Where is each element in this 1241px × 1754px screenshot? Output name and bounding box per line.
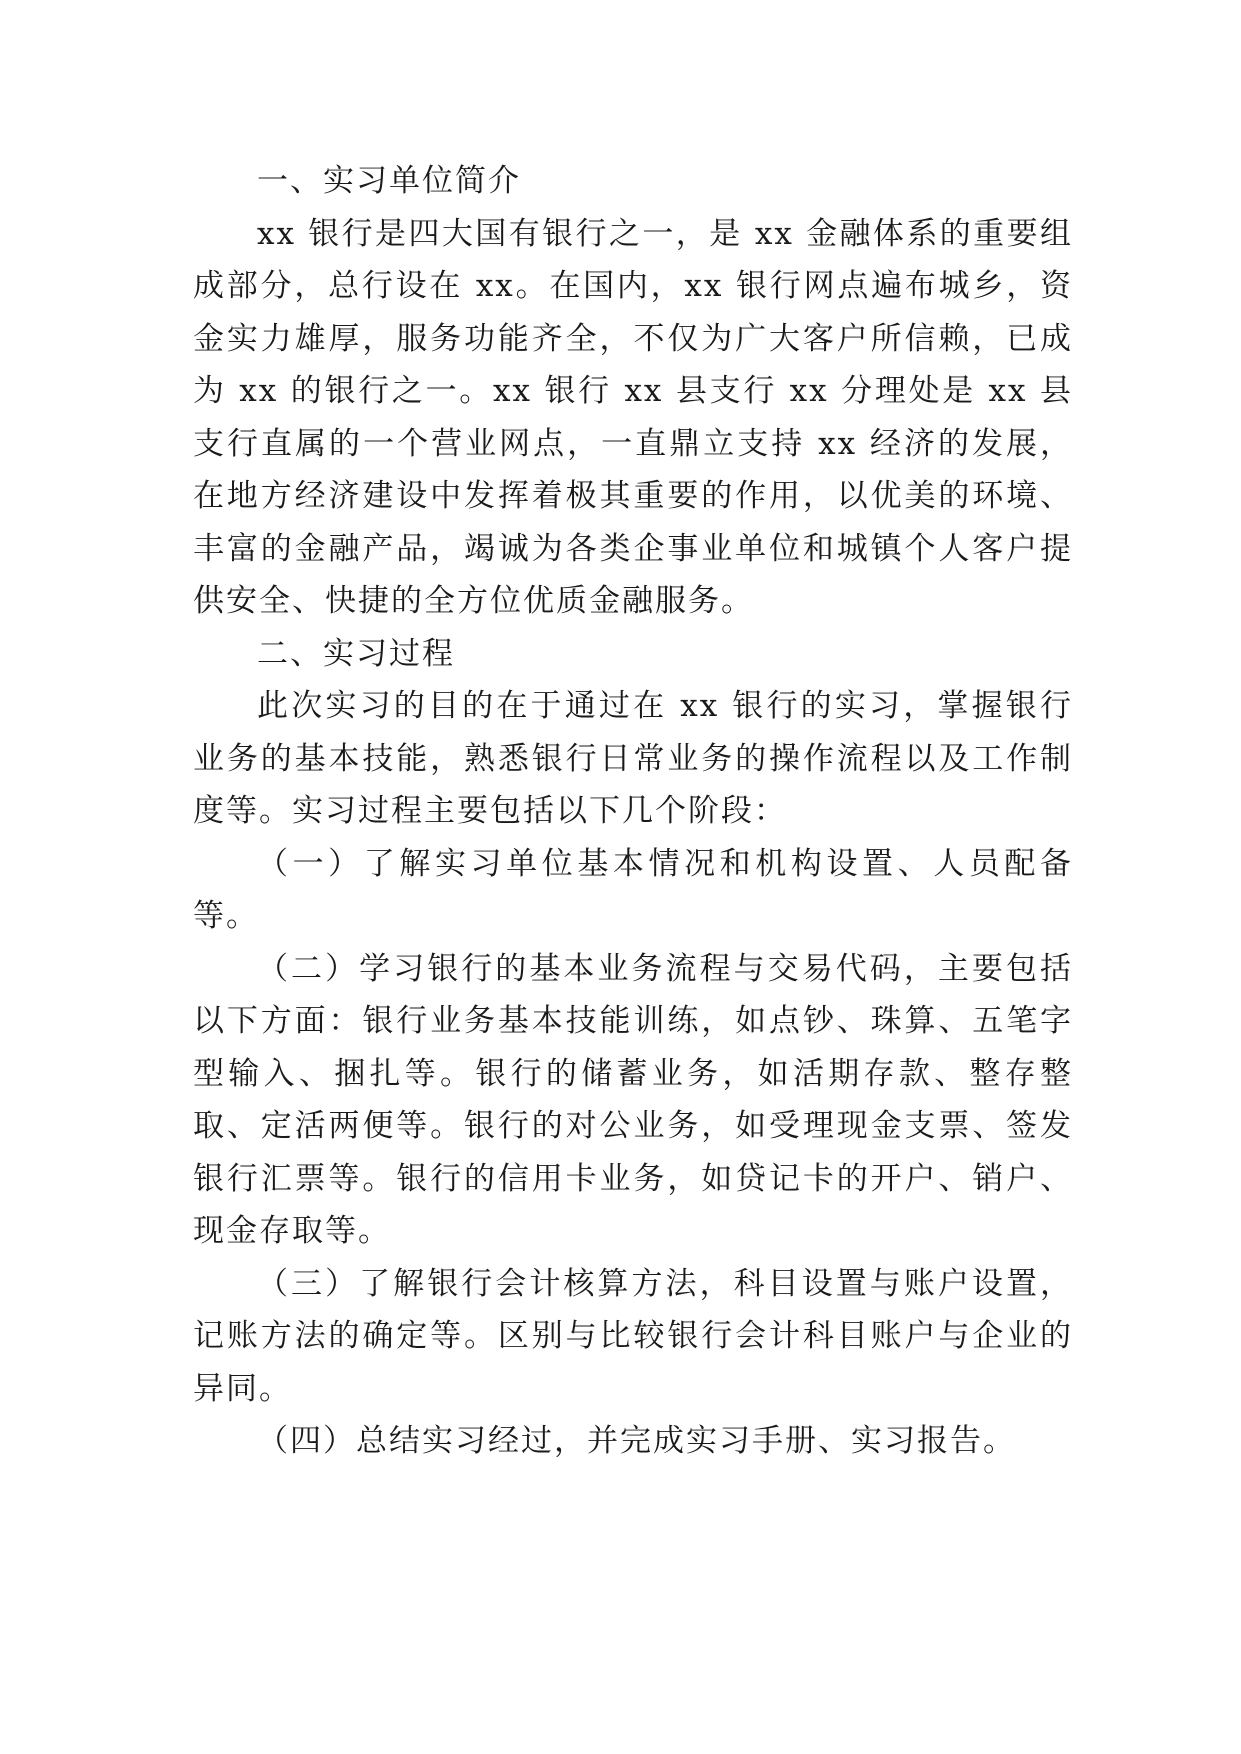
section-heading-internship-process: 二、实习过程 <box>257 635 455 672</box>
paragraph-unit-intro: xx 银行是四大国有银行之一，是 xx 金融体系的重要组成部分，总行设在 xx。在国内，xx 银行网点遍布城乡，资金实力雄厚，服务功能齐全，不仅为广大客户所信赖，已成为 xx 的银行之一。xx 银行 xx 县支行 xx 分理处是 xx 县支行直属的一个营业网点，一直鼎立支持 xx 经济的发展，在地方经济建设中发挥着极其重要的作用，以优美的环境、丰富的金融产品，竭诚为各类企事业单位和城镇个人客户提供安全、快捷的全方位优质金融服务。 <box>193 215 1073 619</box>
paragraph-stage-2: （二）学习银行的基本业务流程与交易代码，主要包括以下方面：银行业务基本技能训练，如点钞、珠算、五笔字型输入、捆扎等。银行的储蓄业务，如活期存款、整存整取、定活两便等。银行的对公业务，如受理现金支票、签发银行汇票等。银行的信用卡业务，如贷记卡的开户、销户、现金存取等。 <box>193 950 1073 1249</box>
document-body <box>193 155 1073 1468</box>
paragraph-stage-4: （四）总结实习经过，并完成实习手册、实习报告。 <box>257 1423 1016 1459</box>
paragraph-stage-1: （一）了解实习单位基本情况和机构设置、人员配备等。 <box>193 845 1073 934</box>
section-heading-internship-unit: 一、实习单位简介 <box>257 163 521 199</box>
paragraph-stage-3: （三）了解银行会计核算方法，科目设置与账户设置，记账方法的确定等。区别与比较银行会计科目账户与企业的异同。 <box>193 1265 1073 1407</box>
paragraph-process-intro: 此次实习的目的在于通过在 xx 银行的实习，掌握银行业务的基本技能，熟悉银行日常业务的操作流程以及工作制度等。实习过程主要包括以下几个阶段： <box>193 688 1073 829</box>
